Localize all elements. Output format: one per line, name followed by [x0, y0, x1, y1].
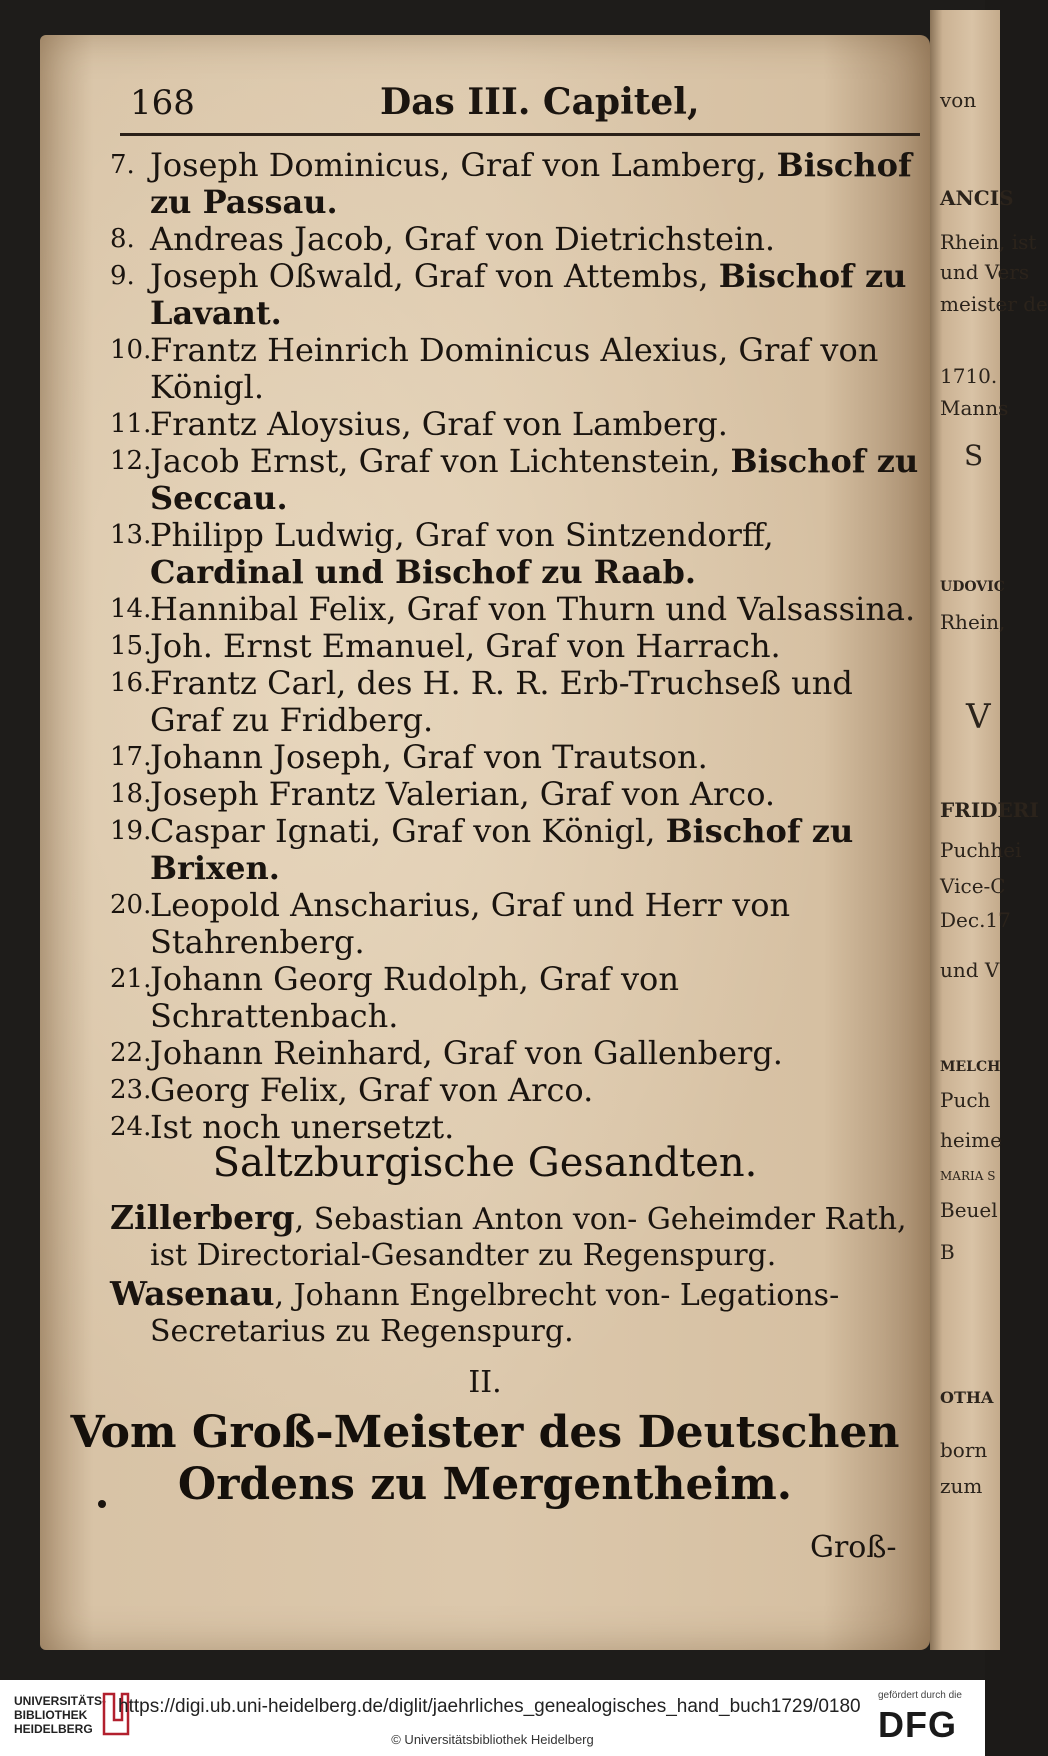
- next-page-fragment: Dec.17: [940, 908, 1011, 932]
- list-item: 24. Ist noch unersetzt.: [110, 1108, 455, 1146]
- next-page-fragment: MARIA S: [940, 1169, 996, 1183]
- viewer-footer: [0, 1680, 985, 1756]
- next-page-fragment: Manns: [940, 396, 1009, 420]
- ink-dot: [98, 1500, 106, 1508]
- list-item: 9. Joseph Oßwald, Graf von Attembs, Bischof zu Lavant.: [110, 257, 907, 332]
- next-page-fragment: Puchhei: [940, 838, 1022, 862]
- next-page-fragment: Puch: [940, 1088, 991, 1112]
- next-page-fragment: Rhein, ist: [940, 230, 1037, 254]
- permalink[interactable]: https://digi.ub.uni-heidelberg.de/diglit/jaehrliches_genealogisches_hand_buch1729/0180: [118, 1696, 861, 1717]
- list-item: 22. Johann Reinhard, Graf von Gallenberg.: [110, 1034, 783, 1072]
- bishops-list: [110, 147, 930, 1146]
- envoys-list: [110, 1200, 920, 1352]
- list-item: 8. Andreas Jacob, Graf von Dietrichstein.: [110, 220, 776, 258]
- next-page-fragment: ANCIS: [940, 186, 1014, 210]
- next-page-fragment: 1710.: [940, 364, 998, 388]
- copyright: © Universitätsbibliothek Heidelberg: [391, 1732, 594, 1747]
- next-page-fragment: MELCH: [940, 1059, 1001, 1075]
- list-item: 16. Frantz Carl, des H. R. R. Erb-Truchseß und Graf zu Fridberg.: [110, 664, 853, 739]
- catchword: Groß-: [810, 1530, 897, 1565]
- list-item: 15. Joh. Ernst Emanuel, Graf von Harrach.: [110, 627, 781, 665]
- next-page-fragment: Vice-C: [940, 874, 1006, 898]
- next-page-fragment: Rhein,: [940, 610, 1006, 634]
- next-page-fragment: OTHA: [940, 1388, 994, 1407]
- next-page-fragment: zum: [940, 1474, 983, 1498]
- library-logo: UNIVERSITÄTS- BIBLIOTHEK HEIDELBERG: [14, 1694, 107, 1736]
- header-rule: [120, 133, 920, 136]
- next-page-fragment: S: [964, 439, 984, 472]
- next-page-fragment: FRIDERI: [940, 798, 1039, 822]
- envoy-entry: Zillerberg, Sebastian Anton von- Geheimder Rath, ist Directorial-Gesandter zu Regenspurg.: [110, 1198, 907, 1273]
- next-page-edge: [930, 10, 1048, 1650]
- list-item: 10. Frantz Heinrich Dominicus Alexius, Graf von Königl.: [110, 331, 879, 406]
- list-item: 23. Georg Felix, Graf von Arco.: [110, 1071, 594, 1109]
- section-numeral: II.: [468, 1365, 502, 1400]
- next-page-fragment: V: [966, 697, 991, 737]
- list-item: 21. Johann Georg Rudolph, Graf von Schrattenbach.: [110, 960, 679, 1035]
- chapter-heading-line: Vom Groß-Meister des Deutschen: [70, 1407, 900, 1458]
- book-page: [40, 35, 930, 1650]
- list-item: 14. Hannibal Felix, Graf von Thurn und Valsassina.: [110, 590, 916, 628]
- next-page-fragment: UDOVIC: [940, 579, 1005, 595]
- next-page-fragment: meister de: [940, 292, 1048, 316]
- list-item: 20. Leopold Anscharius, Graf und Herr von Stahrenberg.: [110, 886, 791, 961]
- next-page-fragment: B: [940, 1240, 955, 1264]
- next-page-fragment: heime: [940, 1128, 1002, 1152]
- next-page-fragment: und V: [940, 958, 1000, 982]
- envoy-entry: Wasenau, Johann Engelbrecht von- Legations-Secretarius zu Regenspurg.: [110, 1274, 840, 1349]
- list-item: 19. Caspar Ignati, Graf von Königl, Bischof zu Brixen.: [110, 812, 854, 887]
- list-item: 11. Frantz Aloysius, Graf von Lamberg.: [110, 405, 728, 443]
- dfg-logo: DFG: [878, 1704, 957, 1745]
- next-page-fragment: und Vers: [940, 260, 1030, 284]
- chapter-heading-line: Ordens zu Mergentheim.: [177, 1459, 793, 1510]
- next-page-fragment: born: [940, 1438, 988, 1462]
- chapter-title: Das III. Capitel,: [380, 81, 700, 123]
- section-title: Saltzburgische Gesandten.: [212, 1140, 758, 1186]
- list-item: 17. Johann Joseph, Graf von Trautson.: [110, 738, 708, 776]
- list-item: 7. Joseph Dominicus, Graf von Lamberg, Bischof zu Passau.: [110, 146, 912, 221]
- next-page-fragment: Beuel: [940, 1198, 998, 1222]
- list-item: 18. Joseph Frantz Valerian, Graf von Arco.: [110, 775, 776, 813]
- list-item: 12. Jacob Ernst, Graf von Lichtenstein, Bischof zu Seccau.: [110, 442, 919, 517]
- next-page-fragment: von: [940, 88, 977, 112]
- list-item: 13. Philipp Ludwig, Graf von Sintzendorff, Cardinal und Bischof zu Raab.: [110, 516, 774, 591]
- chapter-heading: [40, 1407, 930, 1511]
- page-number: 168: [130, 83, 195, 123]
- funding-note: gefördert durch die: [878, 1690, 962, 1701]
